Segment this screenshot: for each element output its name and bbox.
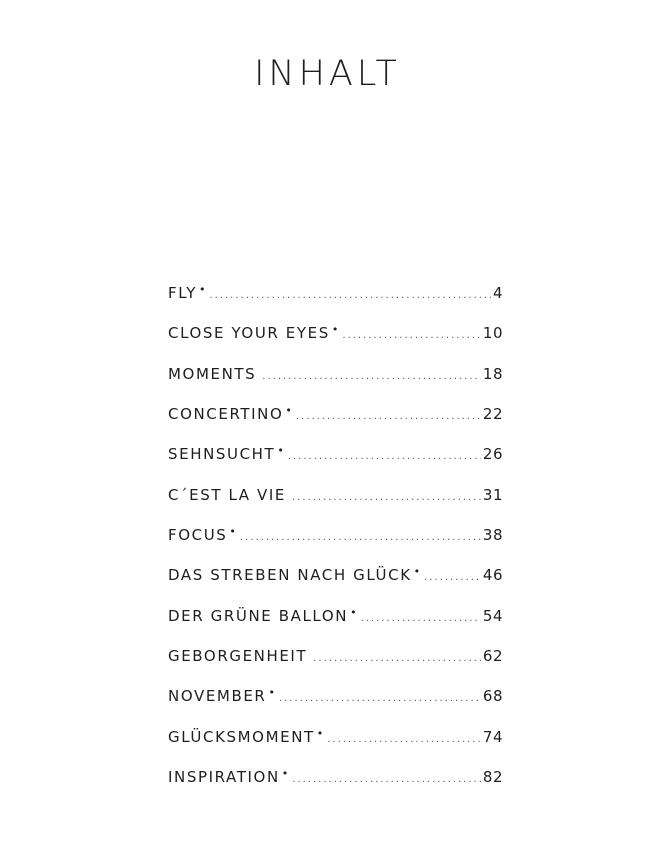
page-title: INHALT bbox=[254, 54, 401, 94]
dot-leader bbox=[240, 525, 481, 551]
toc-entry-title: MOMENTS bbox=[168, 364, 257, 383]
toc-entry-title: FLY bbox=[168, 284, 197, 302]
toc-entry-marker: • bbox=[281, 766, 289, 780]
dot-leader bbox=[279, 686, 481, 712]
table-of-contents bbox=[168, 280, 503, 804]
toc-entry[interactable] bbox=[168, 643, 503, 683]
toc-entry-title: SEHNSUCHT bbox=[168, 445, 276, 464]
toc-entry-marker: • bbox=[277, 444, 284, 458]
dot-leader bbox=[327, 727, 481, 753]
toc-entry-page-number: 10 bbox=[482, 324, 503, 343]
dot-leader bbox=[292, 485, 481, 511]
toc-entry-marker: • bbox=[229, 524, 236, 538]
toc-entry[interactable] bbox=[168, 441, 503, 481]
toc-entry-title: FOCUS bbox=[168, 525, 228, 544]
dot-leader bbox=[361, 606, 481, 632]
dot-leader bbox=[292, 767, 481, 793]
toc-entry-marker: • bbox=[285, 403, 292, 417]
toc-entry[interactable] bbox=[168, 482, 503, 522]
toc-entry-title: GEBORGENHEIT bbox=[168, 646, 308, 665]
toc-entry-page-number: 74 bbox=[482, 727, 503, 746]
toc-entry-title: GLÜCKSMOMENT bbox=[168, 727, 315, 746]
toc-entry-title: INSPIRATION bbox=[168, 767, 280, 786]
toc-entry-page-number: 31 bbox=[482, 485, 503, 504]
toc-entry[interactable] bbox=[168, 320, 503, 360]
toc-entry-page-number: 82 bbox=[482, 767, 503, 786]
toc-entry-title: DAS STREBEN NACH GLÜCK bbox=[168, 566, 412, 585]
toc-entry-marker: • bbox=[316, 726, 324, 740]
dot-leader bbox=[296, 404, 481, 430]
toc-entry-marker: • bbox=[198, 283, 206, 296]
toc-entry[interactable] bbox=[168, 683, 503, 723]
toc-entry-marker: • bbox=[331, 323, 339, 337]
toc-entry[interactable] bbox=[168, 603, 503, 643]
toc-entry-page-number: 22 bbox=[482, 404, 503, 423]
dot-leader bbox=[313, 646, 481, 672]
toc-entry-title: C´EST LA VIE bbox=[168, 485, 286, 504]
toc-entry-title: CONCERTINO bbox=[168, 404, 284, 423]
toc-entry-page-number: 46 bbox=[482, 566, 503, 585]
toc-entry-marker: • bbox=[413, 565, 421, 579]
toc-entry[interactable] bbox=[168, 522, 503, 562]
toc-entry[interactable] bbox=[168, 764, 503, 804]
dot-leader bbox=[209, 283, 490, 309]
toc-entry-page-number: 38 bbox=[482, 525, 503, 544]
toc-entry-title: CLOSE YOUR EYES bbox=[168, 324, 330, 343]
dot-leader bbox=[262, 364, 481, 390]
dot-leader bbox=[342, 323, 481, 349]
toc-entry-page-number: 54 bbox=[482, 606, 503, 625]
toc-entry-marker: • bbox=[268, 686, 275, 700]
dot-leader bbox=[424, 565, 481, 591]
toc-entry-page-number: 62 bbox=[482, 646, 503, 665]
toc-entry-page-number: 26 bbox=[482, 445, 503, 464]
toc-entry[interactable] bbox=[168, 280, 503, 320]
toc-entry[interactable] bbox=[168, 401, 503, 441]
toc-entry[interactable] bbox=[168, 562, 503, 602]
toc-entry-title: DER GRÜNE BALLON bbox=[168, 606, 349, 625]
toc-entry-page-number: 68 bbox=[482, 687, 503, 706]
toc-entry-page-number: 18 bbox=[482, 364, 503, 383]
toc-entry-marker: • bbox=[350, 605, 357, 619]
toc-entry-title: NOVEMBER bbox=[168, 687, 267, 706]
toc-entry[interactable] bbox=[168, 361, 503, 401]
toc-entry[interactable] bbox=[168, 724, 503, 764]
toc-entry-page-number: 4 bbox=[492, 284, 503, 302]
dot-leader bbox=[288, 444, 481, 470]
